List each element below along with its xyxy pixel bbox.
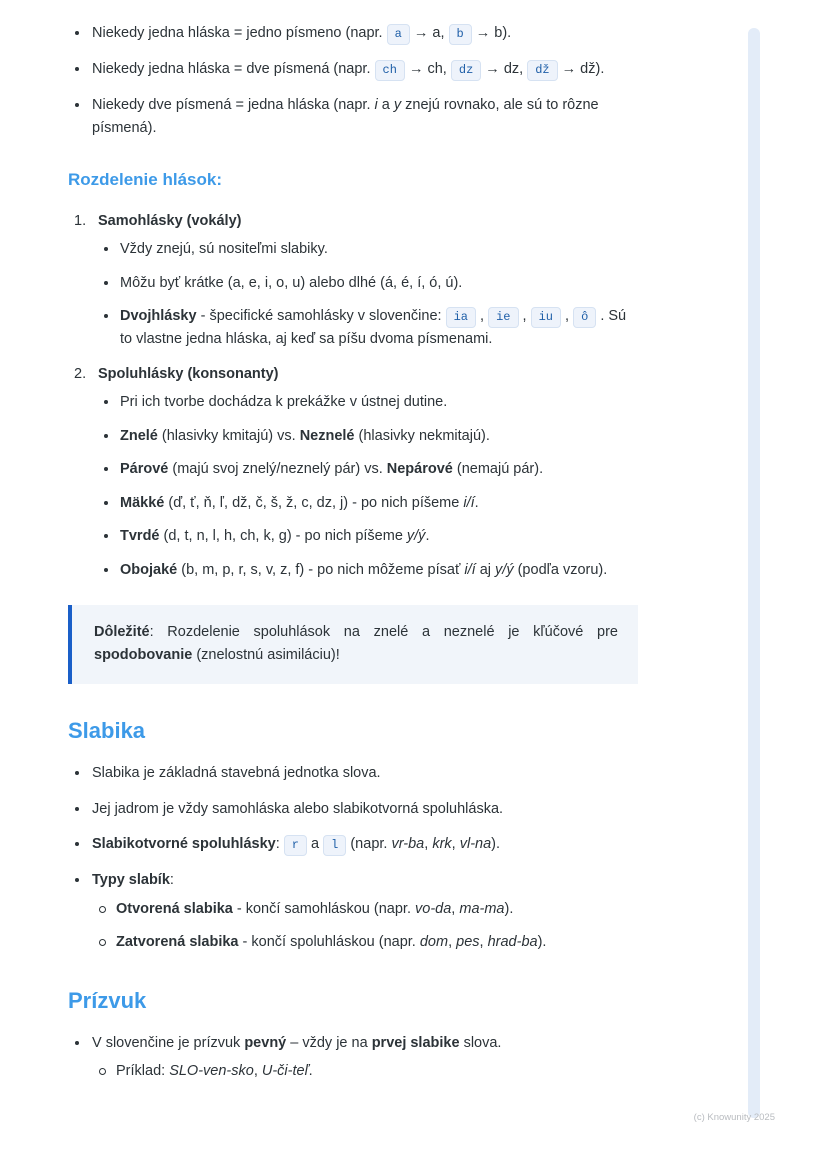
list-item	[98, 391, 638, 413]
text-c: ,	[479, 934, 488, 951]
sub-text: Môžu byť krátke (a, e, i, o, u) alebo dlhé (á, é, í, ó, ú).	[120, 274, 463, 291]
slabika-italic-krk: krk	[432, 836, 452, 852]
inline-code-ch: ch	[375, 60, 405, 81]
sub-bold-makke: Mäkké	[120, 494, 165, 511]
sep-3: ,	[561, 308, 574, 325]
document-content	[68, 22, 638, 1083]
sub-text-b: (nemajú pár).	[452, 461, 544, 478]
callout-important	[68, 605, 638, 684]
text-a: - končí samohláskou (napr.	[232, 900, 416, 917]
list-item	[98, 559, 638, 581]
section-heading-rozdelenie: Rozdelenie hlások:	[68, 170, 222, 190]
sub-text-a: (b, m, p, r, s, v, z, f) - po nich môžeme písať	[177, 561, 465, 578]
item-title-spoluhlasky: Spoluhlásky (konsonanty)	[98, 365, 279, 382]
intro-text-3c: znejú rovnako, ale sú to rôzne písmená).	[92, 97, 599, 136]
sub-text: - špecifické samohlásky v slovenčine:	[196, 308, 446, 325]
text-b: ,	[451, 900, 460, 917]
list-item	[68, 1032, 638, 1083]
item-title-samohlasky: Samohlásky (vokály)	[98, 212, 242, 229]
sub-italic-ii: i/í	[464, 561, 476, 578]
list-item	[98, 238, 638, 260]
list-item	[68, 869, 638, 953]
intro-italic-y: y	[393, 97, 402, 114]
prizvuk-sublist	[92, 1060, 638, 1082]
sub-tail: . Sú to vlastne jedna hláska, aj keď sa píšu dvoma písmenami.	[120, 308, 627, 348]
inline-code-l: l	[323, 835, 346, 856]
list-item	[68, 833, 638, 856]
callout-text-2: (znelostnú asimiláciu)!	[192, 647, 340, 664]
sub-bold-dvojhlasky: Dvojhlásky	[120, 308, 197, 325]
rozdelenie-list	[68, 210, 638, 581]
bold-zatvorena: Zatvorená slabika	[116, 934, 239, 951]
inline-code-o-circumflex: ô	[573, 307, 596, 328]
italic-voda: vo-da	[415, 900, 452, 917]
italic-pes: pes	[456, 934, 480, 951]
text-d: ).	[537, 934, 547, 951]
text-b: ,	[448, 934, 457, 951]
callout-label: Dôležité	[94, 624, 150, 640]
list-item	[98, 305, 638, 351]
inline-code-b: b	[449, 24, 472, 45]
scrollbar-thumb[interactable]	[748, 28, 760, 1118]
intro-text-2a: Niekedy jedna hláska = dve písmená (napr.	[92, 61, 375, 78]
italic-slovensko: SLO-ven-sko	[169, 1063, 254, 1080]
sub-text: Pri ich tvorbe dochádza k prekážke v ústnej dutine.	[120, 394, 448, 411]
inline-code-dz: dz	[451, 60, 481, 81]
priklad-end: .	[308, 1063, 313, 1080]
sub-text-a: (d, t, n, l, h, ch, k, g) - po nich píšeme	[159, 528, 407, 545]
prizvuk-list	[68, 1032, 638, 1083]
intro-text-2b: → ch,	[404, 61, 451, 78]
slabika-text-3a: :	[275, 836, 284, 852]
slabika-text-3c: (napr.	[346, 836, 392, 852]
sub-bold-tvrde: Tvrdé	[120, 528, 160, 545]
list-item	[68, 363, 638, 581]
intro-text-1c: → b).	[471, 25, 512, 41]
callout-bold-spodobovanie: spodobovanie	[94, 647, 193, 664]
sub-text: Vždy znejú, sú nositeľmi slabiky.	[120, 241, 328, 258]
scrollbar[interactable]	[748, 28, 760, 1118]
intro-text-1b: → a,	[409, 25, 449, 41]
sub-bold-parove: Párové	[120, 461, 169, 478]
list-item	[98, 425, 638, 447]
sep-1: ,	[476, 308, 489, 325]
prizvuk-text-c: slova.	[459, 1034, 502, 1051]
slabika-list	[68, 762, 638, 954]
list-item	[98, 492, 638, 514]
inline-code-r: r	[284, 835, 307, 856]
prizvuk-text-a: V slovenčine je prízvuk	[92, 1034, 245, 1051]
watermark: (c) Knowunity 2025	[693, 1112, 775, 1123]
sub-text-a: (hlasivky kmitajú) vs.	[157, 427, 300, 444]
samohlasky-sublist	[98, 238, 638, 351]
list-item	[98, 525, 638, 547]
sub-text-b: (hlasivky nekmitajú).	[354, 427, 490, 444]
list-item	[92, 1060, 638, 1082]
sub-text-a: (majú svoj znelý/neznelý pár) vs.	[168, 461, 387, 478]
text-a: - končí spoluhláskou (napr.	[238, 934, 420, 951]
sub-text-c: (podľa vzoru).	[513, 561, 608, 578]
intro-bullet-list	[68, 22, 638, 139]
list-item	[92, 898, 638, 920]
slabika-text-3f: ).	[491, 836, 501, 852]
text-c: ).	[504, 900, 514, 917]
intro-text-2d: → dž).	[557, 61, 605, 78]
list-item	[68, 798, 638, 820]
italic-ucitel: U-či-teľ	[261, 1063, 309, 1080]
slabika-text-4: :	[169, 872, 174, 889]
prizvuk-bold-pevny: pevný	[244, 1034, 287, 1051]
inline-code-iu: iu	[531, 307, 561, 328]
sub-bold-neznele: Neznelé	[299, 427, 355, 444]
slabika-text-1: Slabika je základná stavebná jednotka slova.	[92, 765, 381, 782]
section-heading-slabika: Slabika	[68, 717, 146, 743]
spoluhlasky-sublist	[98, 391, 638, 581]
list-item	[68, 94, 638, 139]
slabika-italic-vrba: vr-ba	[391, 836, 425, 852]
priklad-label: Príklad:	[116, 1063, 170, 1080]
sub-bold-znele: Znelé	[120, 427, 158, 444]
list-item	[68, 762, 638, 784]
intro-text-2c: → dz,	[481, 61, 528, 78]
italic-dom: dom	[419, 934, 449, 951]
inline-code-ie: ie	[488, 307, 518, 328]
sub-bold-neparove: Nepárové	[386, 461, 453, 478]
inline-code-a: a	[387, 24, 410, 45]
sub-bold-obojake: Obojaké	[120, 561, 178, 578]
italic-hradba: hrad-ba	[487, 934, 538, 951]
list-item	[68, 210, 638, 351]
list-item	[68, 58, 638, 81]
slabika-text-3b: a	[307, 836, 324, 852]
bold-otvorena: Otvorená slabika	[116, 900, 233, 917]
sub-text-a: (ď, ť, ň, ľ, dž, č, š, ž, c, dz, j) - po nich píšeme	[164, 494, 464, 511]
prizvuk-text-b: – vždy je na	[286, 1034, 372, 1051]
sep-2: ,	[518, 308, 531, 325]
callout-text-1: : Rozdelenie spoluhlások na znelé a neznelé je kľúčové pre	[149, 624, 618, 640]
sub-text-b: aj	[475, 561, 496, 578]
intro-italic-i: i	[374, 97, 378, 114]
prizvuk-bold-prvej-slabike: prvej slabike	[371, 1034, 460, 1051]
slabika-italic-vlna: vl-na	[459, 836, 492, 852]
list-item	[98, 458, 638, 480]
sub-italic-yy: y/ý	[406, 528, 426, 545]
list-item	[92, 931, 638, 953]
section-heading-prizvuk: Prízvuk	[68, 987, 147, 1013]
italic-mama: ma-ma	[459, 900, 505, 917]
list-item	[68, 22, 638, 45]
slabika-bold-typy: Typy slabík	[92, 872, 170, 889]
intro-text-1a: Niekedy jedna hláska = jedno písmeno (napr.	[92, 25, 387, 41]
intro-text-3a: Niekedy dve písmená = jedna hláska (napr.	[92, 97, 375, 114]
list-item	[98, 272, 638, 294]
inline-code-ia: ia	[446, 307, 476, 328]
inline-code-dzh: dž	[527, 60, 557, 81]
sub-text-b: .	[425, 528, 430, 545]
slabika-bold-slabikotvorne: Slabikotvorné spoluhlásky	[92, 836, 276, 852]
sub-text-b: .	[474, 494, 479, 511]
priklad-sep: ,	[253, 1063, 262, 1080]
intro-text-3b: a	[377, 97, 394, 114]
slabika-text-3e: ,	[451, 836, 460, 852]
sub-italic-ii: i/í	[463, 494, 475, 511]
sub-italic-yy: y/ý	[495, 561, 514, 578]
slabika-text-3d: ,	[424, 836, 433, 852]
slabika-text-2: Jej jadrom je vždy samohláska alebo slabikotvorná spoluhláska.	[92, 800, 504, 817]
typy-slabik-sublist	[92, 898, 638, 954]
